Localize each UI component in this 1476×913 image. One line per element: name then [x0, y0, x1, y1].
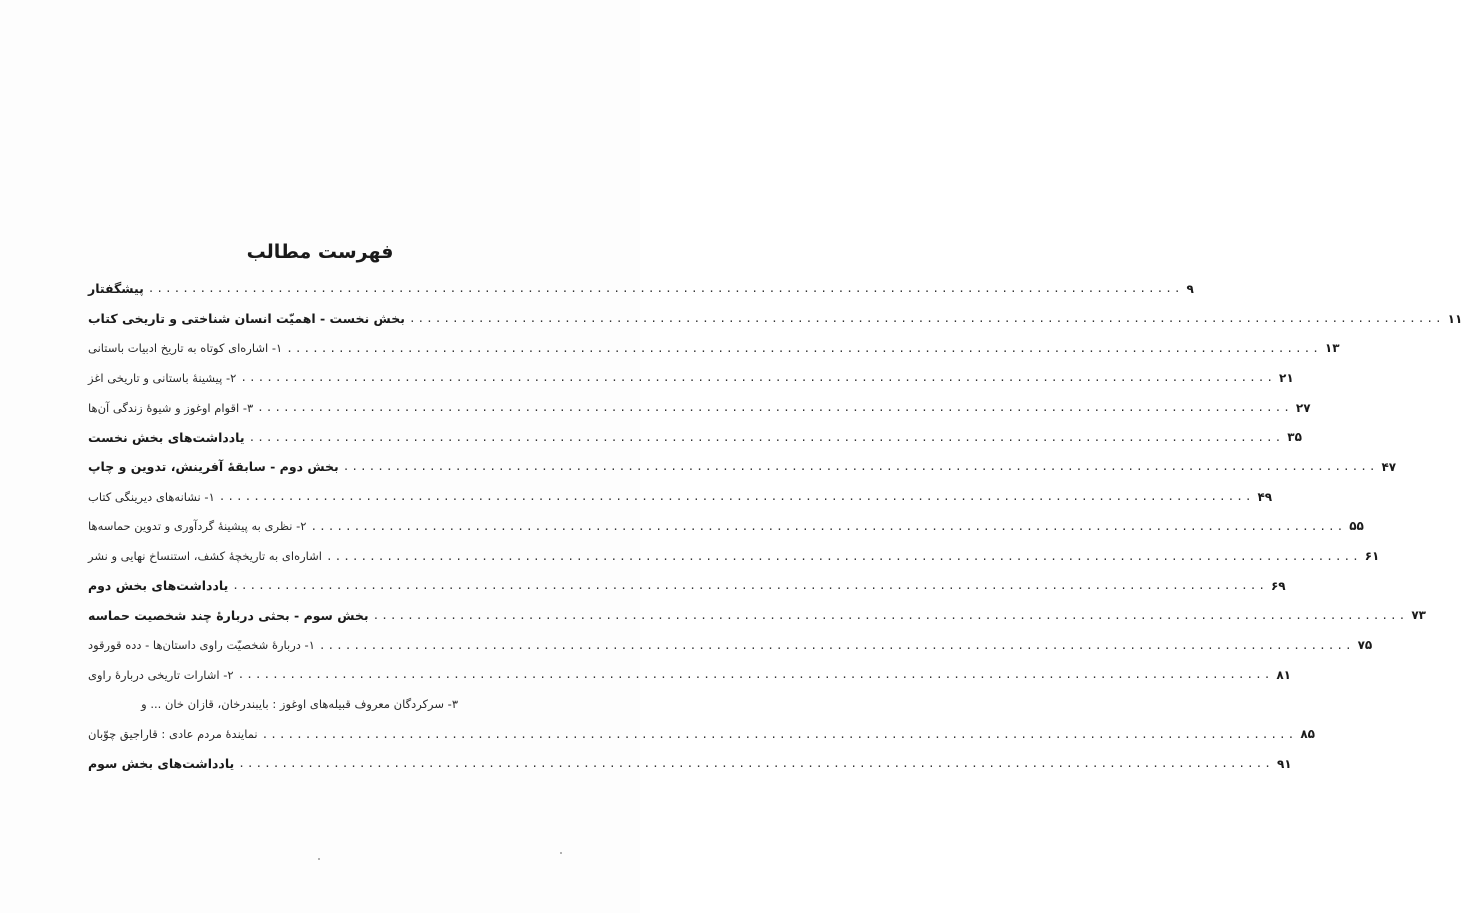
dot-leader: ........................................................................................................................	[342, 460, 1378, 474]
dot-leader: ........................................................................................................................	[237, 668, 1273, 682]
dot-leader: ........................................................................................................................	[248, 430, 1284, 444]
toc-sub-entry	[86, 482, 1273, 512]
dot-leader: ........................................................................................................................	[218, 490, 1254, 504]
toc-entry-title: ۲- پیشینهٔ باستانی و تاریخی اغز	[88, 370, 237, 385]
dot-leader: ........................................................................................................................	[238, 757, 1273, 771]
toc-entry-title: یادداشت‌های بخش دوم	[88, 578, 229, 594]
toc-page-number: ۱۳	[1324, 341, 1340, 356]
toc-page-number: ۱۱	[1447, 311, 1463, 326]
toc-entry-title: یادداشت‌های بخش نخست	[88, 429, 245, 445]
toc-entry-title: ۲- اشارات تاریخی دربارهٔ راوی	[88, 667, 234, 682]
dot-leader: ........................................................................................................................	[147, 282, 1183, 296]
toc-entry-title: اشاره‌ای به تاریخچهٔ کشف، استنساخ نهایی و نشر	[88, 549, 322, 564]
toc-sub-entry	[86, 393, 1311, 423]
toc-page-number: ۴۷	[1381, 459, 1397, 474]
toc-list	[86, 274, 1463, 779]
dot-leader: ........................................................................................................................	[286, 341, 1321, 355]
dot-leader: ........................................................................................................................	[318, 638, 1354, 652]
toc-page-number: ۹۱	[1276, 756, 1292, 771]
toc-entry-title: پیشگفتار	[88, 281, 144, 297]
toc-sub-entry	[86, 660, 1291, 690]
toc-section-entry	[86, 274, 1194, 304]
toc-section-entry	[86, 452, 1397, 482]
toc-sub-entry	[86, 333, 1340, 363]
toc-page-number: ۶۹	[1270, 578, 1286, 593]
toc-sub-entry	[86, 690, 486, 720]
toc-page-number: ۳۵	[1287, 430, 1302, 445]
toc-page-number: ۲۷	[1295, 400, 1311, 415]
toc-sub-entry	[86, 719, 1315, 749]
paper-speck	[560, 852, 562, 854]
dot-leader: ........................................................................................................................	[232, 579, 1267, 593]
dot-leader: ........................................................................................................................	[310, 519, 1346, 533]
toc-section-entry	[86, 422, 1302, 452]
toc-section-entry	[86, 571, 1286, 601]
toc-page-number: ۷۳	[1411, 608, 1426, 623]
toc-page-number: ۵۵	[1349, 519, 1364, 534]
dot-leader: ........................................................................................................................	[372, 608, 1408, 622]
toc-entry-title: ۳- سرکردگان معروف قبیله‌های اوغوز : بایبندرخان، قازان خان ... و	[141, 697, 458, 712]
toc-page-number: ۹	[1186, 281, 1194, 296]
toc-entry-title: بخش سوم - بحثی دربارهٔ چند شخصیت حماسه	[88, 607, 369, 623]
page-title: فهرست مطالب	[246, 241, 394, 263]
toc-entry-title: ۱- دربارهٔ شخصیّت راوی داستان‌ها - دده قورقود	[88, 638, 315, 653]
dot-leader: ........................................................................................................................	[240, 371, 1276, 385]
toc-section-entry	[86, 601, 1426, 631]
toc-page-number: ۶۱	[1364, 549, 1380, 564]
toc-page-number: ۷۵	[1357, 638, 1373, 653]
dot-leader: ........................................................................................................................	[326, 549, 1361, 563]
dot-leader: ........................................................................................................................	[408, 312, 1444, 326]
toc-entry-title: نمایندهٔ مردم عادی : قاراجیق چوّبان	[88, 727, 258, 742]
toc-page-number: ۲۱	[1279, 370, 1294, 385]
toc-sub-entry	[86, 363, 1294, 393]
toc-page-number: ۴۹	[1257, 489, 1273, 504]
dot-leader: ........................................................................................................................	[257, 401, 1292, 415]
toc-page-number: ۸۱	[1276, 667, 1291, 682]
toc-section-entry	[86, 749, 1292, 779]
toc-entry-title: ۱- اشاره‌ای کوتاه به تاریخ ادبیات باستانی	[88, 341, 283, 356]
paper-speck	[318, 858, 320, 860]
dot-leader: ........................................................................................................................	[261, 727, 1297, 741]
toc-page-number: ۸۵	[1300, 727, 1315, 742]
toc-sub-entry	[86, 512, 1364, 542]
toc-sub-entry	[86, 630, 1373, 660]
toc-entry-title: ۱- نشانه‌های دیرینگی کتاب	[88, 489, 215, 504]
toc-entry-title: بخش نخست - اهمیّت انسان شناختی و تاریخی کتاب	[88, 311, 405, 327]
toc-section-entry	[86, 304, 1463, 334]
toc-entry-title: ۲- نظری به پیشینهٔ گردآوری و تدوین حماسه‌ها	[88, 519, 307, 534]
toc-entry-title: بخش دوم - سابقهٔ آفرینش، تدوین و چاپ	[88, 459, 339, 475]
toc-sub-entry	[86, 541, 1380, 571]
toc-entry-title: ۳- اقوام اوغوز و شیوهٔ زندگی آن‌ها	[88, 400, 254, 415]
toc-entry-title: یادداشت‌های بخش سوم	[88, 756, 235, 772]
